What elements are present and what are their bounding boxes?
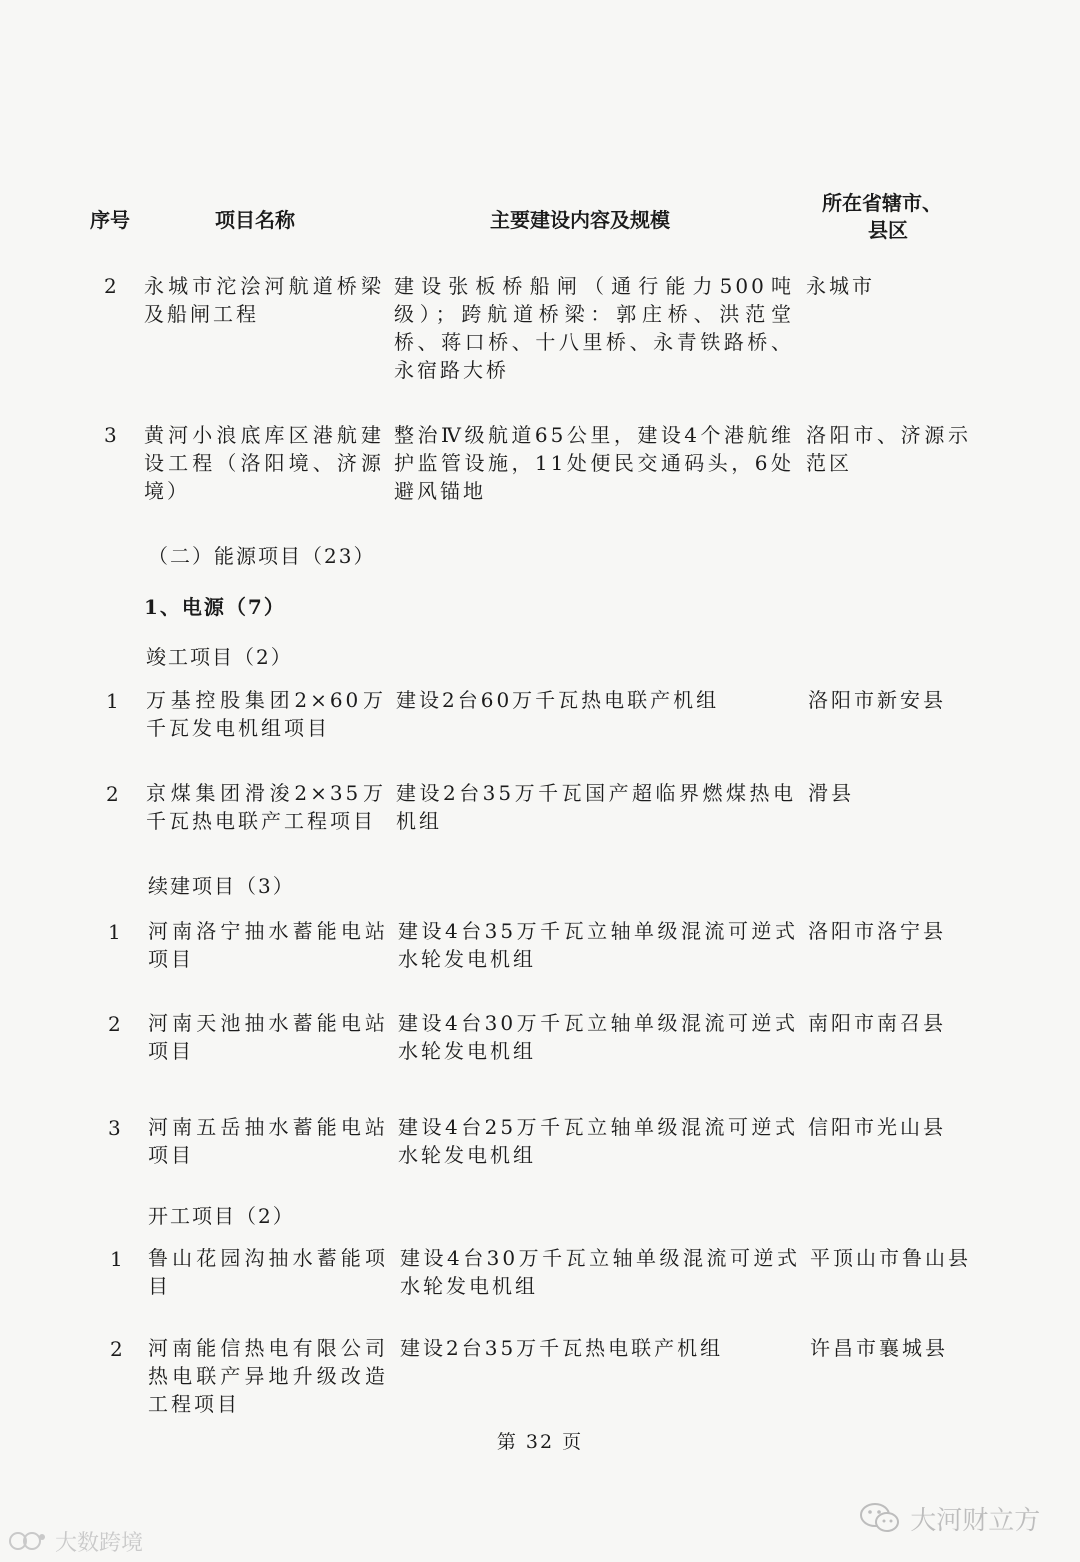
project-name: 鲁山花园沟抽水蓄能项目 [148, 1246, 388, 1298]
row-number: 2 [108, 1012, 121, 1036]
header-col-location-line2: 县区 [868, 218, 908, 242]
project-location: 滑县 [808, 781, 854, 805]
header-col-location-line1: 所在省辖市、 [822, 191, 942, 215]
project-name: 河南天池抽水蓄能电站项目 [148, 1011, 388, 1063]
watermark-left [8, 1526, 143, 1560]
project-location: 南阳市南召县 [808, 1011, 946, 1035]
group-started-heading: 开工项目（2） [148, 1204, 295, 1228]
row-number: 1 [106, 689, 119, 713]
row-number: 2 [110, 1337, 123, 1361]
project-location: 洛阳市新安县 [808, 688, 946, 712]
row-number: 3 [104, 423, 117, 447]
row-number: 3 [108, 1116, 121, 1140]
project-content: 建设2台35万千瓦热电联产机组 [400, 1336, 724, 1360]
group-completed-heading: 竣工项目（2） [146, 645, 293, 669]
watermark-left-text: 大数跨境 [55, 1531, 144, 1556]
project-name: 京煤集团滑浚2×35万千瓦热电联产工程项目 [146, 781, 386, 833]
project-name: 黄河小浪底库区港航建设工程（洛阳境、济源境） [144, 423, 384, 503]
project-name: 永城市沱浍河航道桥梁及船闸工程 [144, 274, 384, 326]
project-location: 洛阳市洛宁县 [808, 919, 946, 943]
row-number: 2 [104, 274, 117, 298]
project-content: 建设2台60万千瓦热电联产机组 [396, 688, 720, 712]
project-content: 建设2台35万千瓦国产超临界燃煤热电机组 [396, 781, 796, 833]
watermark-right-text: 大河财立方 [910, 1506, 1041, 1536]
project-location: 信阳市光山县 [808, 1115, 946, 1139]
project-content: 建设张板桥船闸（通行能力500吨级）；跨航道桥梁：郭庄桥、洪范堂桥、蒋口桥、十八里桥、永青铁路桥、永宿路大桥 [394, 274, 794, 382]
project-name: 河南能信热电有限公司热电联产异地升级改造工程项目 [148, 1336, 388, 1416]
row-number: 1 [108, 920, 121, 944]
project-location: 洛阳市、济源示范区 [806, 423, 971, 475]
project-content: 建设4台30万千瓦立轴单级混流可逆式水轮发电机组 [398, 1011, 798, 1063]
section-energy-heading: （二）能源项目（23） [148, 544, 376, 568]
header-col-no: 序号 [90, 208, 130, 232]
project-name: 万基控股集团2×60万千瓦发电机组项目 [146, 688, 386, 740]
watermark-right [858, 1500, 1040, 1543]
project-content: 整治Ⅳ级航道65公里，建设4个港航维护监管设施，11处便民交通码头，6处避风锚地 [394, 423, 794, 503]
group-continued-heading: 续建项目（3） [148, 874, 295, 898]
project-location: 许昌市襄城县 [810, 1336, 948, 1360]
project-location: 平顶山市鲁山县 [810, 1246, 971, 1270]
page-number: 第 32 页 [496, 1431, 584, 1453]
brand-logo-icon [8, 1528, 48, 1560]
header-col-name: 项目名称 [215, 208, 295, 232]
header-col-content: 主要建设内容及规模 [490, 208, 670, 232]
project-location: 永城市 [806, 274, 875, 298]
project-content: 建设4台35万千瓦立轴单级混流可逆式水轮发电机组 [398, 919, 798, 971]
section-power-heading: 1、电源（7） [144, 595, 286, 619]
row-number: 2 [106, 782, 119, 806]
project-content: 建设4台30万千瓦立轴单级混流可逆式水轮发电机组 [400, 1246, 800, 1298]
wechat-icon [858, 1500, 902, 1543]
project-name: 河南五岳抽水蓄能电站项目 [148, 1115, 388, 1167]
project-name: 河南洛宁抽水蓄能电站项目 [148, 919, 388, 971]
project-content: 建设4台25万千瓦立轴单级混流可逆式水轮发电机组 [398, 1115, 798, 1167]
row-number: 1 [110, 1247, 123, 1271]
